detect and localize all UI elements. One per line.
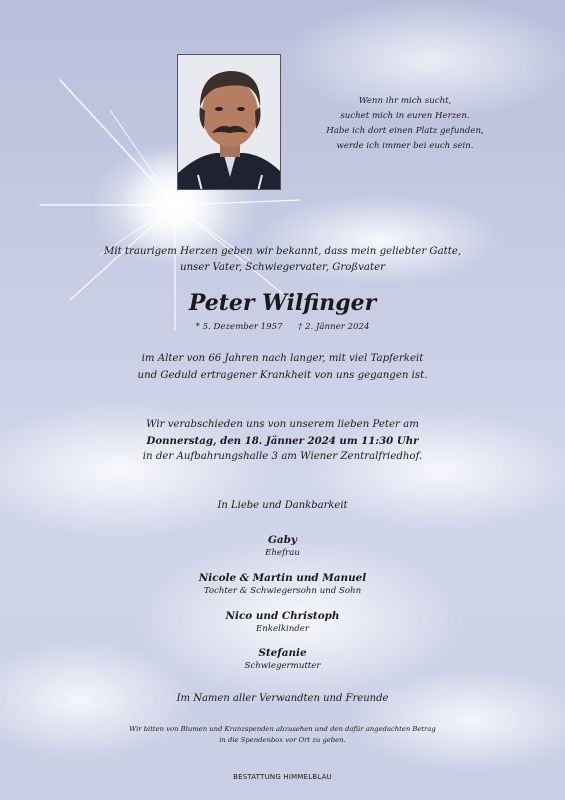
farewell-details xyxy=(0,417,565,465)
family-member-role: Ehefrau xyxy=(265,548,300,558)
announcement xyxy=(0,244,565,276)
relatives-line: Im Namen aller Verwandten und Freunde xyxy=(176,693,389,704)
family-member-name: Stefanie xyxy=(258,647,307,659)
passing-line: und Geduld ertragener Krankheit von uns gegangen ist. xyxy=(137,370,428,381)
funeral-home-footer: BESTATTUNG HIMMELBLAU xyxy=(233,773,332,781)
family-member xyxy=(0,534,565,558)
family-member xyxy=(0,647,565,671)
birth-date: * 5. Dezember 1957 xyxy=(195,322,283,332)
request-line: in die Spendenbox vor Ort zu geben. xyxy=(219,736,346,744)
family-member-role: Tochter & Schwiegersohn und Sohn xyxy=(203,586,362,596)
family-member xyxy=(0,572,565,596)
poem-line: suchet mich in euren Herzen. xyxy=(340,111,470,121)
announcement-line: Mit traurigem Herzen geben wir bekannt, dass mein geliebter Gatte, xyxy=(103,246,462,257)
request-line: Wir bitten von Blumen und Kranzspenden abzusehen und den dafür angedachten Betrag xyxy=(129,725,436,733)
announcement-line: unser Vater, Schwiegervater, Großvater xyxy=(180,262,385,273)
poem-line: Habe ich dort einen Platz gefunden, xyxy=(326,126,484,136)
family-member-name: Nico und Christoph xyxy=(225,610,340,622)
deceased-name: Peter Wilfinger xyxy=(188,290,377,316)
family-member xyxy=(0,610,565,634)
passing-text xyxy=(0,350,565,384)
family-member-role: Schwiegermutter xyxy=(244,661,321,671)
donation-request xyxy=(0,724,565,746)
memorial-poem xyxy=(300,94,510,154)
death-date: † 2. Jänner 2024 xyxy=(298,322,370,332)
farewell-intro: Wir verabschieden uns von unserem lieben Peter am xyxy=(146,419,419,430)
farewell-date: Donnerstag, den 18. Jänner 2024 um 11:30 Uhr xyxy=(146,435,419,447)
family-member-name: Gaby xyxy=(268,534,297,546)
passing-line: im Alter von 66 Jahren nach langer, mit viel Tapferkeit xyxy=(141,353,424,364)
family-member-name: Nicole & Martin und Manuel xyxy=(198,572,367,584)
portrait-photo xyxy=(177,54,281,190)
family-member-role: Enkelkinder xyxy=(255,624,310,634)
portrait-image xyxy=(178,55,281,190)
poem-line: Wenn ihr mich sucht, xyxy=(358,96,452,106)
farewell-location: in der Aufbahrungshalle 3 am Wiener Zentralfriedhof. xyxy=(142,451,423,462)
life-dates xyxy=(0,322,565,332)
poem-line: werde ich immer bei euch sein. xyxy=(336,141,474,151)
closing-greeting: In Liebe und Dankbarkeit xyxy=(217,500,348,511)
